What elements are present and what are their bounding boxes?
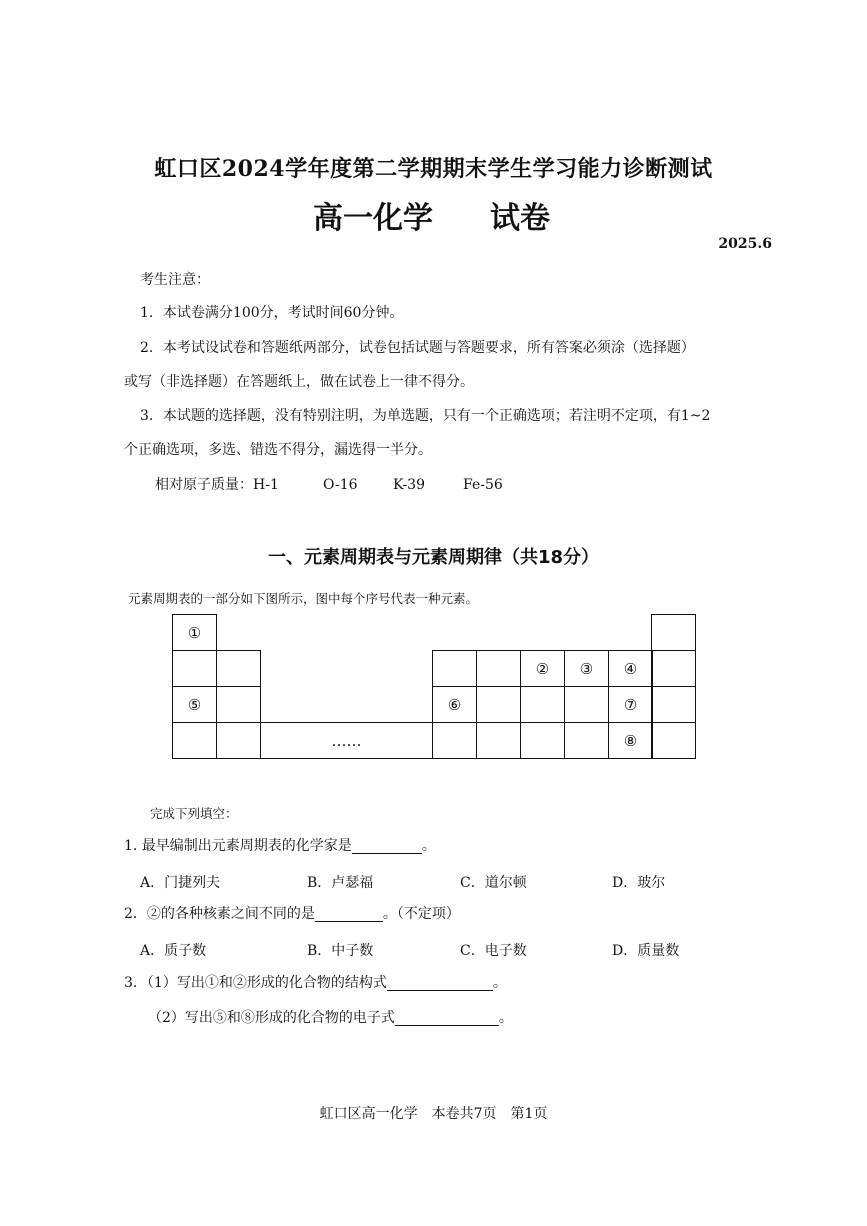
notice-item-2-line1: 2．本考试设试卷和答题纸两部分，试卷包括试题与答题要求，所有答案必须涂（选择题） [140,340,695,356]
notice-item-3-line2: 个正确选项，多选、错选不得分，漏选得一半分。 [124,442,432,458]
element-mark-6: ⑥ [447,695,462,714]
element-cell-2 [520,650,565,687]
element-cell [564,686,609,723]
periodic-table-fragment [172,614,696,760]
element-cell [476,722,521,759]
element-cell-4 [608,650,653,687]
element-cell-noble-row1 [651,614,696,651]
element-cell [216,650,261,687]
question-2-end: 。（不定项） [382,906,460,922]
element-mark-7: ⑦ [623,695,638,714]
element-cell [172,650,217,687]
notice-heading: 考生注意： [140,272,210,288]
transition-ellipsis: …… [331,731,362,750]
section-1-title: 一、元素周期表与元素周期律（共18分） [267,547,600,568]
fill-in-instruction: 完成下列填空： [150,806,238,821]
transition-metals-placeholder [260,722,433,759]
element-cell [216,686,261,723]
element-cell [432,722,477,759]
element-cell [216,722,261,759]
exam-paper-label: 试卷 [490,201,550,236]
answer-blank-3-2[interactable] [395,1011,499,1026]
element-mark-4: ④ [623,659,638,678]
question-3-part-2-end: 。 [498,1010,513,1026]
element-cell-7 [608,686,653,723]
question-1-stem: 1. 最早编制出元素周期表的化学家是 [124,838,352,854]
element-cell-5 [172,686,217,723]
q1-option-c: C．道尔顿 [460,875,527,891]
element-cell [476,686,521,723]
q1-option-d: D．玻尔 [612,875,666,891]
element-mark-8: ⑧ [623,731,638,750]
notice-item-1: 1．本试卷满分100分，考试时间60分钟。 [140,305,404,321]
question-3-part-2 [148,1010,513,1026]
notice-item-3-line1: 3．本试题的选择题，没有特别注明，为单选题，只有一个正确选项；若注明不定项，有1~2 [140,408,711,424]
element-cell [651,686,696,723]
element-cell [476,650,521,687]
answer-blank-1[interactable] [352,839,422,854]
element-mark-3: ③ [579,659,594,678]
section-1-intro: 元素周期表的一部分如下图所示，图中每个序号代表一种元素。 [128,591,479,606]
answer-blank-3-1[interactable] [387,976,493,991]
question-1-end: 。 [421,838,436,854]
atomic-mass-k: K-39 [393,477,425,493]
atomic-mass-fe: Fe-56 [463,477,503,493]
question-3-part-2-stem: （2）写出⑤和⑧形成的化合物的电子式 [148,1010,395,1026]
element-mark-1: ① [187,623,202,642]
element-cell [651,650,696,687]
element-cell-8 [608,722,653,759]
question-3-part-1-end: 。 [492,975,507,991]
element-cell [432,650,477,687]
element-cell-1 [172,614,217,651]
page-footer: 虹口区高一化学 本卷共7页 第1页 [319,1106,548,1122]
atomic-mass-h: 相对原子质量：H-1 [155,477,279,493]
element-mark-2: ② [535,659,550,678]
question-3-part-1 [124,975,507,991]
element-cell [520,722,565,759]
q1-option-a: A．门捷列夫 [140,875,221,891]
q1-option-b: B．卢瑟福 [307,875,374,891]
exam-subject: 高一化学 [313,201,433,236]
element-cell [520,686,565,723]
notice-item-2-line2: 或写（非选择题）在答题纸上，做在试卷上一律不得分。 [124,374,474,390]
element-cell [651,722,696,759]
element-cell [564,722,609,759]
q2-option-b: B．中子数 [307,943,374,959]
element-cell [172,722,217,759]
q2-option-c: C．电子数 [460,943,527,959]
element-mark-5: ⑤ [187,695,202,714]
question-1 [124,838,436,854]
atomic-mass-o: O-16 [323,477,358,493]
exam-title: 虹口区2024学年度第二学期期末学生学习能力诊断测试 [154,156,713,182]
element-cell-3 [564,650,609,687]
question-2-stem: 2．②的各种核素之间不同的是 [124,906,315,922]
question-3-part-1-stem: 3．（1）写出①和②形成的化合物的结构式 [124,975,387,991]
answer-blank-2[interactable] [315,907,383,922]
q2-option-d: D．质量数 [612,943,680,959]
q2-option-a: A．质子数 [140,943,207,959]
question-2 [124,906,460,922]
element-cell-6 [432,686,477,723]
exam-date: 2025.6 [718,236,772,252]
